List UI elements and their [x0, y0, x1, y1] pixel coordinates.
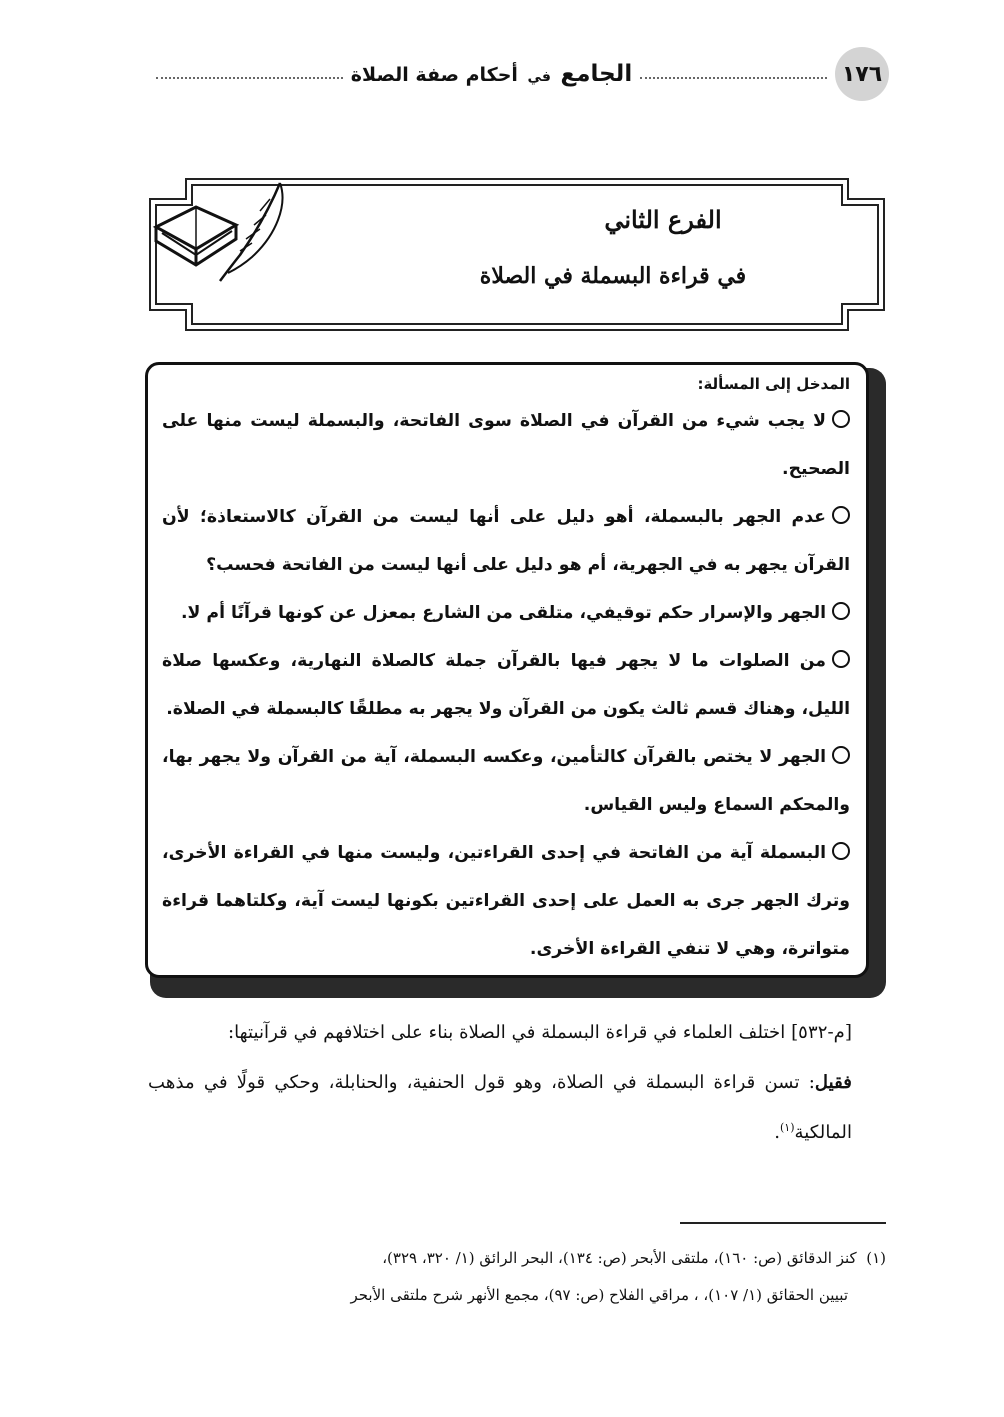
summary-item: [162, 589, 850, 637]
circle-bullet-icon: [832, 842, 850, 860]
footnote-ref[interactable]: (١): [780, 1120, 795, 1134]
circle-bullet-icon: [832, 410, 850, 428]
book-title-main: الجامع: [560, 61, 633, 87]
body-paragraph: [م-٥٣٢] اختلف العلماء في قراءة البسملة في الصلاة بناء على اختلافهم في قرآنيتها:: [227, 1022, 852, 1043]
chapter-title: الفرع الثاني: [604, 205, 722, 234]
summary-item: [162, 493, 850, 589]
page-number: ١٧٦: [835, 47, 889, 101]
body-paragraph: [148, 1058, 886, 1158]
running-header: [148, 44, 889, 104]
summary-item: [162, 733, 850, 829]
book-and-quill-icon: [148, 177, 298, 292]
footnote-number: (١): [866, 1249, 886, 1267]
footnote: [148, 1240, 886, 1314]
summary-item: [162, 397, 850, 493]
book-title-rest: أحكام صفة الصلاة: [350, 64, 518, 86]
circle-bullet-icon: [832, 746, 850, 764]
header-dots-right: [640, 77, 827, 79]
summary-item-text: الجهر والإسرار حكم توقيفي، متلقى من الشارع بمعزل عن كونها قرآنًا أم لا.: [180, 603, 826, 623]
footnote-line: تبيين الحقائق (١/ ١٠٧)، ، مراقي الفلاح (ص: ٩٧)، مجمع الأنهر شرح ملتقى الأبحر: [350, 1286, 848, 1304]
body-text: [148, 1008, 886, 1158]
footnote-text: كنز الدقائق (ص: ١٦٠)، ملتقى الأبحر (ص: ١٣٤)، البحر الرائق (١/ ٣٢٠، ٣٢٩)،: [382, 1249, 857, 1267]
summary-item-text: لا يجب شيء من القرآن في الصلاة سوى الفاتحة، والبسملة ليست منها على الصحيح.: [162, 411, 850, 479]
summary-box: [145, 362, 869, 978]
header-dots-left: [156, 77, 343, 79]
summary-item-text: عدم الجهر بالبسملة، أهو دليل على أنها ليست من القرآن كالاستعاذة؛ لأن القرآن يجهر به في الجهرية، أم هو دليل على أنها ليست من الفاتحة فحسب؟: [162, 507, 850, 575]
circle-bullet-icon: [832, 650, 850, 668]
book-title-fi: في: [527, 69, 551, 85]
summary-item: [162, 637, 850, 733]
summary-item-text: الجهر لا يختص بالقرآن كالتأمين، وعكسه البسملة، آية من القرآن ولا يجهر بها، والمحكم السماع وليس القياس.: [162, 747, 850, 815]
paragraph-end: .: [774, 1122, 780, 1143]
chapter-subtitle: في قراءة البسملة في الصلاة: [479, 263, 747, 289]
book-title: [351, 61, 632, 87]
footnote-divider: [680, 1222, 886, 1224]
footnote-line: [148, 1240, 886, 1277]
summary-item-text: البسملة آية من الفاتحة في إحدى القراءتين، وليست منها في القراءة الأخرى، وترك الجهر جرى به العمل على إحدى القراءتين بكونها ليست آية، وكلتاهما قراءة متواترة، وهي لا تنفي القراءة الأخرى.: [162, 843, 850, 959]
paragraph-text: : تسن قراءة البسملة في الصلاة، وهو قول الحنفية، والحنابلة، وحكي قولًا في مذهب المالكية: [148, 1072, 852, 1143]
circle-bullet-icon: [832, 602, 850, 620]
paragraph-lead: فقيل: [814, 1072, 852, 1093]
summary-item: [162, 829, 850, 973]
summary-item-text: من الصلوات ما لا يجهر فيها بالقرآن جملة كالصلاة النهارية، وعكسها صلاة الليل، وهناك قسم ثالث يكون من القرآن ولا يجهر به مطلقًا كالبسملة في الصلاة.: [162, 651, 850, 719]
summary-heading: المدخل إلى المسألة:: [697, 375, 850, 393]
circle-bullet-icon: [832, 506, 850, 524]
chapter-frame: [148, 177, 886, 332]
